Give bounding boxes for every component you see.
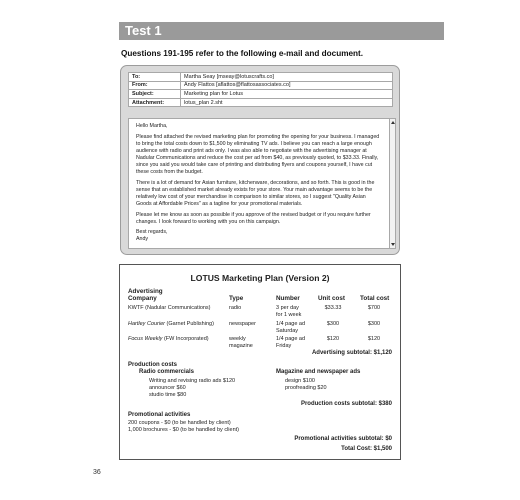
scroll-down-icon[interactable]: [391, 243, 395, 246]
radio-item: Writing and revising radio ads $120: [149, 378, 236, 384]
ad-number: 1/4 page ad: [276, 321, 306, 327]
production-subtotal: Production costs subtotal: $380: [300, 401, 392, 407]
scroll-up-icon[interactable]: [391, 121, 395, 124]
promotional-subtotal: Promotional activities subtotal: $0: [294, 436, 392, 442]
ad-unit-cost: $300: [326, 321, 340, 327]
test-banner: [119, 22, 444, 40]
column-company: Company: [128, 295, 157, 302]
ad-type: magazine: [229, 343, 253, 349]
publisher-name: (FW Incorporated): [162, 336, 209, 342]
email-header-row: [129, 73, 393, 82]
page-number: 36: [93, 469, 101, 476]
ad-total-cost: $120: [367, 336, 381, 342]
email-scrollbar[interactable]: [390, 118, 396, 249]
publication-name: Hartley Courier: [128, 321, 165, 327]
ad-number: Saturday: [276, 328, 299, 334]
radio-item: studio time $80: [149, 392, 187, 398]
from-value: Andy Flattos [aflattos@flattosassociates.co]: [181, 81, 393, 90]
subject-label: Subject:: [129, 90, 181, 99]
email-signature: Andy: [136, 236, 149, 243]
ad-number: for 1 week: [276, 312, 302, 318]
column-unit-cost: Unit cost: [318, 295, 345, 302]
radio-item: announcer $60: [149, 385, 186, 391]
advertising-heading: Advertising: [128, 288, 163, 295]
to-value: Martha Seay [mseay@lotuscrafts.co]: [181, 73, 393, 82]
email-paragraph: Please let me know as soon as possible if you approve of the revised budget or if you require further changes. I look forward to working with you on this campaign.: [136, 211, 371, 225]
total-cost: Total Cost: $1,500: [341, 446, 392, 452]
ad-type: radio: [229, 305, 242, 311]
marketing-plan-document: [119, 264, 401, 460]
ad-unit-cost: $120: [326, 336, 340, 342]
ad-company: KWTF (Nadular Communications): [128, 305, 211, 311]
from-label: From:: [129, 81, 181, 90]
radio-heading: Radio commercials: [139, 369, 195, 375]
production-heading: Production costs: [128, 362, 178, 368]
attachment-label: Attachment:: [129, 98, 181, 107]
ad-company: [128, 336, 209, 342]
column-number: Number: [276, 295, 300, 302]
print-item: proofreading $20: [285, 385, 327, 391]
ad-total-cost: $300: [367, 321, 381, 327]
email-paragraph: Please find attached the revised marketing plan for promoting the opening for your business. I managed to bring the total costs down to $1,500 by eliminating TV ads. I believe you can reach a large enough audience with radio and print ads only. I was also able to negotiate with the advertising manager at Nadular Communications and reduce the cost per ad from $40, as previously quoted, to $33.33. Finally, since you said you would take care of printing and distributing flyers and coupons yourself, I have cut these costs from the budget.: [136, 133, 380, 176]
ad-type: newspaper: [229, 321, 256, 327]
promotional-item: 200 coupons - $0 (to be handled by client): [128, 420, 231, 426]
email-window: [120, 65, 400, 255]
print-item: design $100: [285, 378, 315, 384]
column-total-cost: Total cost: [360, 295, 390, 302]
questions-heading: Questions 191-195 refer to the following e-mail and document.: [121, 49, 364, 58]
publisher-name: (Garnet Publishing): [164, 321, 214, 327]
advertising-subtotal: Advertising subtotal: $1,120: [311, 350, 392, 356]
email-greeting: Hello Martha,: [136, 123, 168, 129]
ad-number: Friday: [276, 343, 292, 349]
ad-unit-cost: $33.33: [324, 305, 342, 311]
ad-number: 1/4 page ad: [276, 336, 306, 342]
email-header-table: [128, 72, 393, 107]
email-header-row: [129, 90, 393, 99]
email-header-row: [129, 98, 393, 107]
ad-number: 3 per day: [276, 305, 299, 311]
print-heading: Magazine and newspaper ads: [276, 369, 361, 375]
ad-total-cost: $700: [367, 305, 381, 311]
email-paragraph: There is a lot of demand for Asian furniture, kitchenware, decorations, and so forth. This is good in the sense that an established market already exists for your store. Your main advantage seems to be the relatively low cost of your merchandise in comparison to similar stores, so I suggest "Quality Asian Goods at Affordable Prices" as a tagline for your promotional materials.: [136, 179, 375, 207]
to-label: To:: [129, 73, 181, 82]
attachment-value[interactable]: lotus_plan 2.sht: [181, 98, 393, 107]
email-closing: Best regards,: [136, 229, 168, 236]
ad-company: [128, 321, 214, 327]
email-body: [128, 118, 390, 249]
publication-name: Focus Weekly: [128, 336, 163, 342]
subject-value: Marketing plan for Lotus: [181, 90, 393, 99]
test-title: Test 1: [125, 23, 162, 38]
promotional-heading: Promotional activities: [128, 412, 191, 418]
ad-type: weekly: [229, 336, 246, 342]
column-type: Type: [229, 295, 244, 302]
email-header-row: [129, 81, 393, 90]
plan-title: LOTUS Marketing Plan (Version 2): [190, 273, 330, 283]
promotional-item: 1,000 brochures - $0 (to be handled by client): [128, 427, 239, 433]
